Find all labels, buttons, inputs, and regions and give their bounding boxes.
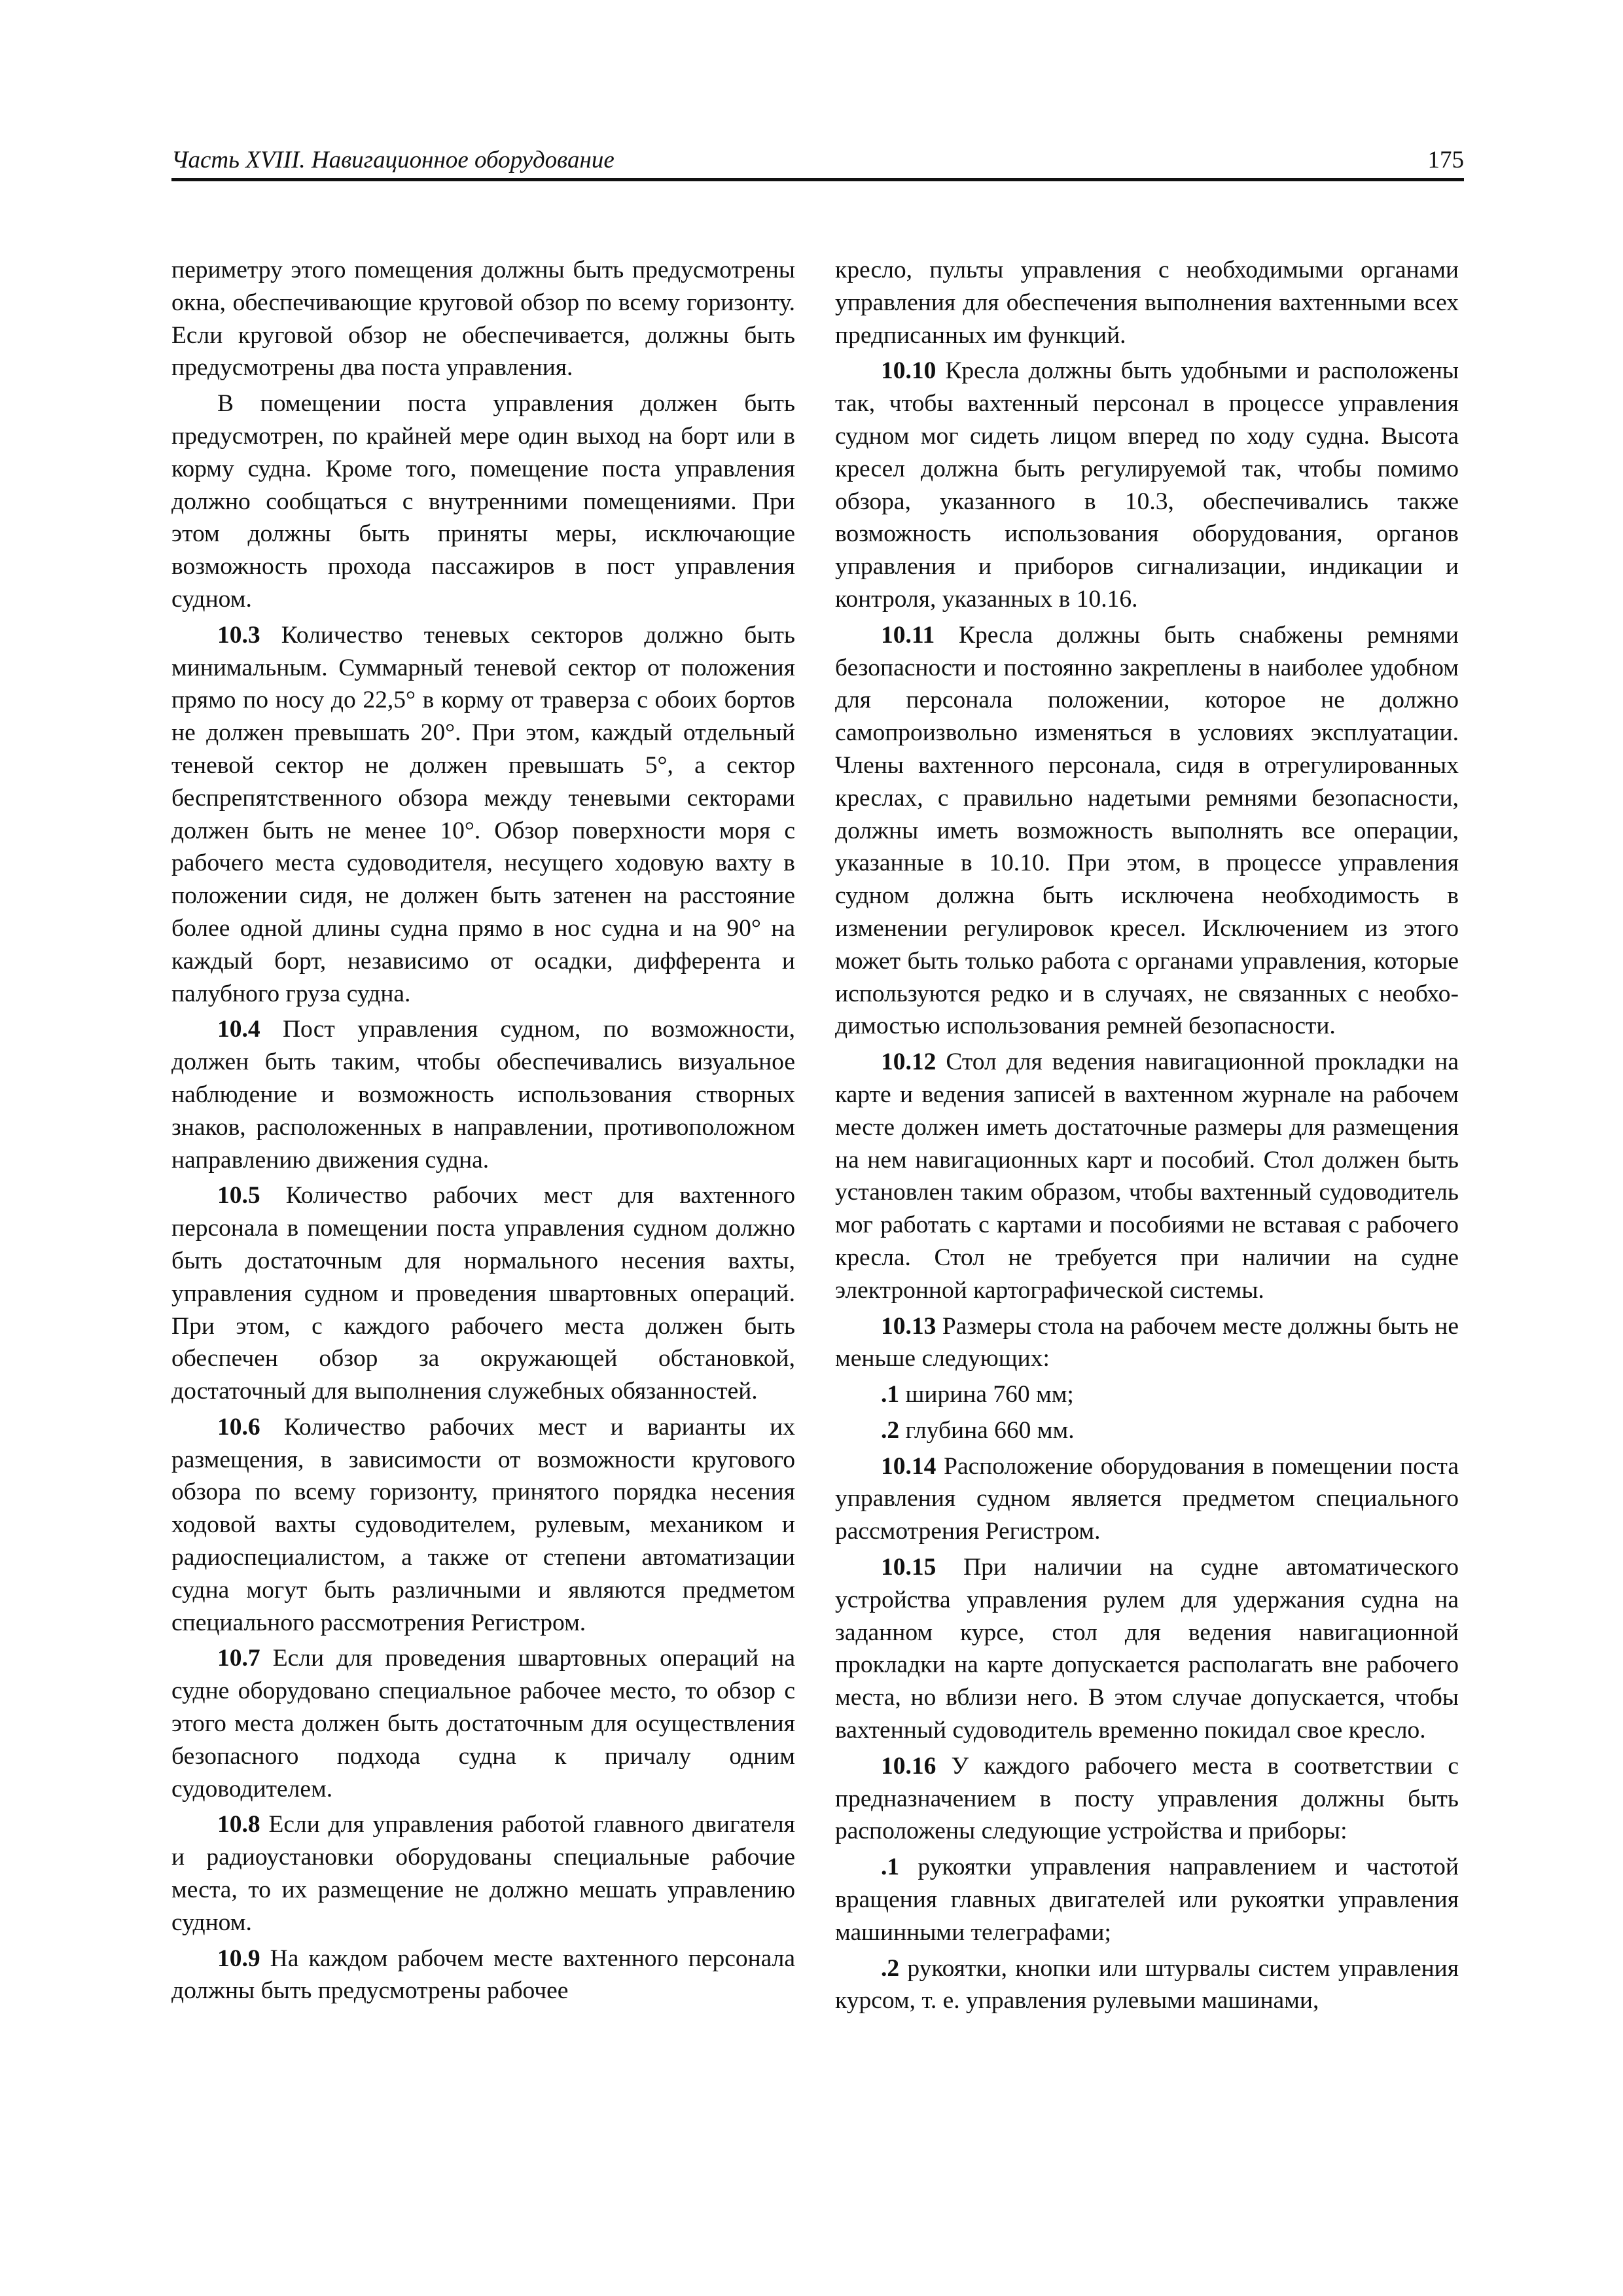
page-number: 175 xyxy=(1427,147,1464,173)
section-number: 10.13 xyxy=(881,1312,936,1340)
paragraph-10-4: 10.4 Пост управления судном, по возможности, должен быть таким, чтобы обеспечивались визуальное наблюдение и возможность использования створных знаков, расположенных в направлении, противоположном направлению движения судна. xyxy=(171,1016,796,1174)
paragraph-10-3: 10.3 Количество теневых секторов должно быть минимальным. Суммарный теневой сектор от положения прямо по носу до 22,5° в корму от траверза с обоих бортов не должен превышать 20°. При этом, каждый отдельный теневой сектор не должен превышать 5°, а сектор беспрепятственного обзора между теневыми секторами должен быть не менее 10°. Обзор поверхности моря с рабочего места судоводителя, несущего ходовую вахту в положении сидя, не должен быть затенен на расстояние более одной длины судна прямо в нос судна и на 90° на каждый борт, независимо от осадки, дифферента и палубного груза судна. xyxy=(171,621,795,1007)
paragraph: периметру этого помещения должны быть предусмотрены окна, обеспечивающие круговой обзор по всему горизонту. Если круговой обзор не обеспечивается, должны быть предусмотрены два поста управления. xyxy=(171,257,795,382)
paragraph-10-12: 10.12 Стол для ведения навигационной прокладки на карте и ведения записей в вахтенном журнале на рабочем месте должен иметь достаточные размеры для размещения на нем навигационных карт и пособий. Стол должен быть установлен таким образом, чтобы вахтенный судоводитель мог работать с картами и пособиями не вставая с рабочего кресла. Стол не требуется при наличии на судне электронной картографической системы. xyxy=(835,1049,1459,1304)
section-number: 10.14 xyxy=(881,1452,936,1480)
paragraph-10-8: 10.8 Если для управления работой главного двигателя и радиоустановки оборудованы специальные рабочие места, то их размещение не должно мешать управлению судном. xyxy=(171,1811,795,1936)
list-item: .1 ширина 760 мм; xyxy=(881,1381,1074,1408)
header-title: Часть XVIII. Навигационное оборудование xyxy=(171,147,615,173)
item-number: .1 xyxy=(881,1854,900,1881)
item-number: .2 xyxy=(881,1954,900,1982)
section-number: 10.10 xyxy=(881,357,936,385)
paragraph: В помещении поста управления должен быть предусмотрен, по крайней мере один выход на борт или в корму судна. Кроме того, помещение поста управления должно сообщаться с внутренними помещениями. При этом должны быть приняты меры, исключающие возможность прохода пассажиров в пост управления судном. xyxy=(171,390,795,613)
paragraph-10-13: 10.13 Размеры стола на рабочем месте должны быть не меньше следующих: xyxy=(835,1312,1459,1372)
section-number: 10.8 xyxy=(217,1811,260,1839)
section-number: 10.11 xyxy=(881,621,935,649)
section-number: 10.4 xyxy=(217,1016,260,1043)
paragraph-10-16: 10.16 У каждого рабочего места в соответствии с предназначением в посту управления должны быть расположены следующие устройства и приборы: xyxy=(835,1752,1459,1845)
list-item: .1 рукоятки управления направлением и частотой вращения главных двигателей или рукоятки управления машинными телеграфами; xyxy=(835,1854,1459,1946)
running-header xyxy=(171,143,1464,181)
left-column xyxy=(171,254,795,2011)
paragraph: кресло, пульты управления с необходимыми органами управления для обеспечения выполнения вахтенными всех предписанных им функций. xyxy=(835,257,1459,349)
list-item: .2 рукоятки, кнопки или штурвалы систем управления курсом, т. е. управления рулевыми машинами, xyxy=(835,1954,1459,2015)
paragraph-10-9: 10.9 На каждом рабочем месте вахтенного персонала должны быть предусмотрены рабочее xyxy=(171,1945,796,2005)
item-number: .2 xyxy=(881,1416,900,1444)
section-number: 10.9 xyxy=(217,1945,260,1972)
paragraph-10-14: 10.14 Расположение оборудования в помещении поста управления судном является предметом специального рассмотрения Регистром. xyxy=(835,1452,1459,1545)
section-number: 10.12 xyxy=(881,1049,936,1076)
section-number: 10.5 xyxy=(217,1182,260,1210)
paragraph-10-11: 10.11 Кресла должны быть снабжены ремнями безопасности и постоянно закреплены в наиболее удобном для персонала положении, которое не должно самопроизвольно изменяться в условиях эксплуатации. Члены вахтенного персонала, сидя в отрегулированных креслах, с правильно надетыми ремнями безопасности, должны иметь возможность выполнять все операции, указанные в 10.10. При этом, в процессе управления судном должна быть исключена необходимость в изменении регулировок кресел. Исключением из этого может быть только работа с органами управления, которые используются редко и в случаях, не связанных с необходимостью использования ремней безопасности. xyxy=(835,621,1459,1040)
paragraph-10-10: 10.10 Кресла должны быть удобными и расположены так, чтобы вахтенный персонал в процессе управления судном мог сидеть лицом вперед по ходу судна. Высота кресел должна быть регулируемой так, чтобы помимо обзора, указанного в 10.3, обеспечивались также возможность использования оборудования, органов управления и приборов сигнализации, индикации и контроля, указанных в 10.16. xyxy=(835,357,1459,613)
section-number: 10.7 xyxy=(217,1645,260,1672)
list-item: .2 глубина 660 мм. xyxy=(881,1416,1075,1444)
paragraph-10-15: 10.15 При наличии на судне автоматического устройства управления рулем для удержания судна на заданном курсе, стол для ведения навигационной прокладки на карте допускается располагать вне рабочего места, но вблизи него. В этом случае допускается, чтобы вахтенный судоводитель временно покидал свое кресло. xyxy=(835,1554,1459,1744)
section-number: 10.16 xyxy=(881,1752,936,1780)
paragraph-10-6: 10.6 Количество рабочих мест и варианты их размещения, в зависимости от возможности кругового обзора по всему горизонту, принятого порядка несения ходовой вахты судоводителем, рулевым, механиком и радиоспециалистом, а также от степени автоматизации судна могут быть различными и являются предметом специального рассмотрения Регистром. xyxy=(171,1413,795,1636)
section-number: 10.15 xyxy=(881,1554,936,1581)
section-number: 10.3 xyxy=(217,621,260,649)
section-number: 10.6 xyxy=(217,1413,260,1441)
item-number: .1 xyxy=(881,1381,900,1408)
paragraph-10-5: 10.5 Количество рабочих мест для вахтенного персонала в помещении поста управления судном должно быть достаточным для нормального несения вахты, управления судном и проведения швартовных операций. При этом, с каждого рабочего места должен быть обеспечен обзор за окружающей обстановкой, достаточный для выполнения служебных обязанностей. xyxy=(171,1182,795,1405)
paragraph-10-7: 10.7 Если для проведения швартовных операций на судне оборудовано специальное рабочее место, то обзор с этого места должен быть достаточным для осуществления безопасного подхода судна к причалу одним судоводителем. xyxy=(171,1645,795,1803)
right-column xyxy=(835,254,1459,2020)
